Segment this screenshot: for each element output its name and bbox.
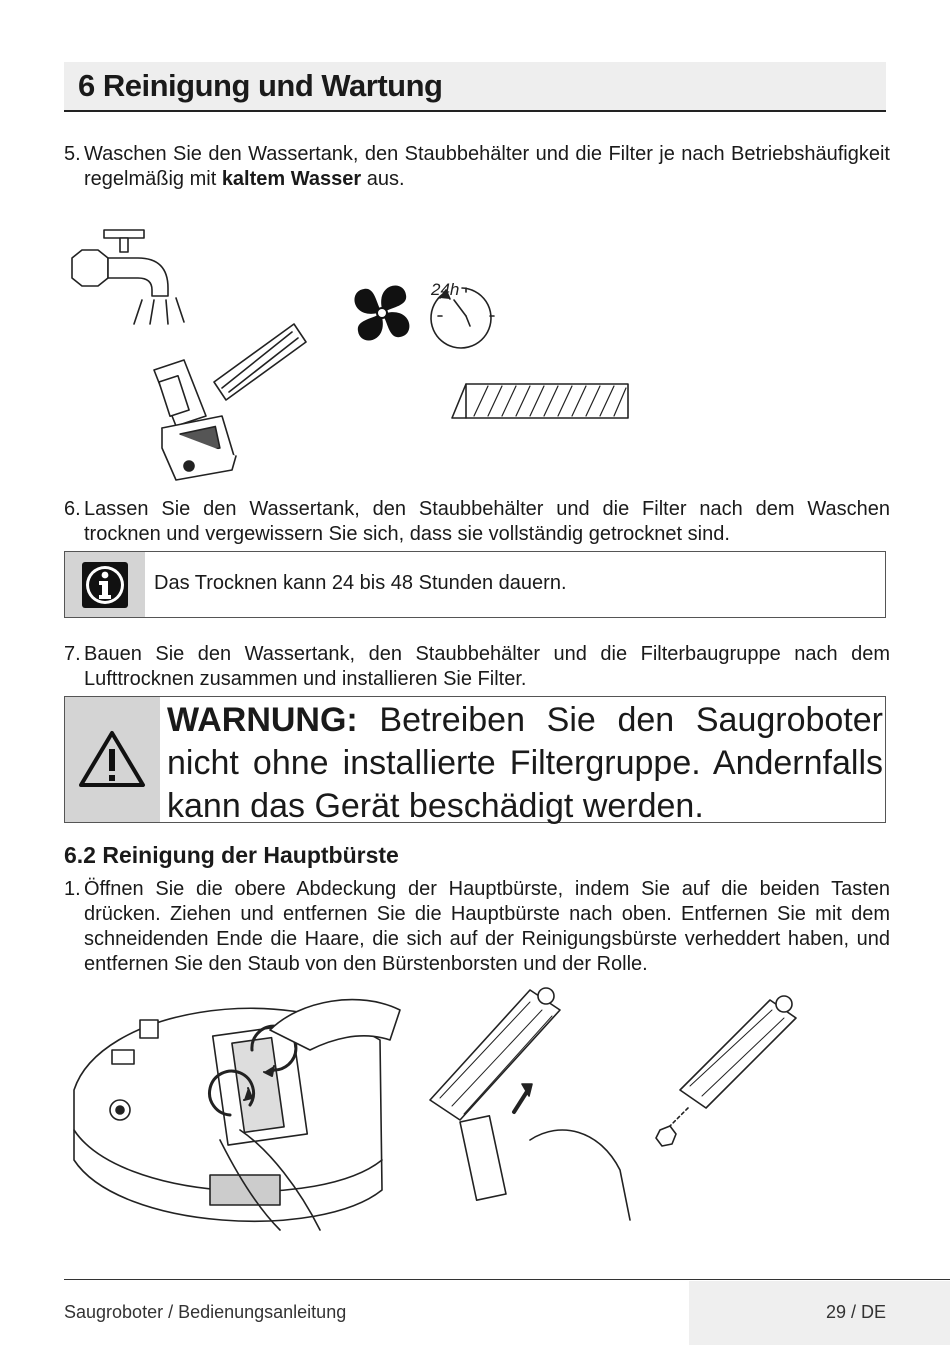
step-text: Öffnen Sie die obere Abdeckung der Hauptbürste, indem Sie auf die beiden Tasten drücken. Ziehen und entfernen Sie die Hauptbürste nach oben. Entfernen Sie mit dem schneidenden Ende die Haare, die sich auf der Reinigungsbürste verheddert haben, und entfernen Sie den Staub von den Bürstenborsten und der Rolle. xyxy=(84,878,890,975)
drying-filter-icon xyxy=(452,384,628,418)
step-bold-text: kaltem Wasser xyxy=(221,168,362,190)
washing-illustration xyxy=(64,220,644,485)
step-number: 1. xyxy=(64,878,81,900)
warning-label: WARNUNG: xyxy=(167,701,358,739)
clock-label: 24h xyxy=(431,280,460,299)
info-icon-cell xyxy=(65,552,145,617)
footer-document-title: Saugroboter / Bedienungsanleitung xyxy=(64,1302,347,1322)
step-text: Bauen Sie den Wassertank, den Staubbehälter und die Filterbaugruppe nach dem Lufttrocknen zusammen und installieren Sie Filter. xyxy=(84,643,890,690)
info-text: Das Trocknen kann 24 bis 48 Stunden dauern. xyxy=(154,572,567,594)
main-brush-icon xyxy=(430,988,630,1220)
warning-note xyxy=(64,696,886,823)
step-5 xyxy=(64,142,890,192)
page-number: 29 / DE xyxy=(825,1302,886,1322)
footer-divider xyxy=(64,1279,950,1280)
warning-triangle-icon xyxy=(77,729,147,789)
step-6 xyxy=(64,497,890,547)
section-header xyxy=(64,62,886,112)
filter-icon xyxy=(214,324,306,400)
step-number: 7. xyxy=(64,643,81,665)
brush-step-1 xyxy=(64,877,890,977)
brush-cleaning-illustration xyxy=(60,980,840,1230)
info-icon xyxy=(82,562,128,608)
step-number: 5. xyxy=(64,143,81,165)
step-7 xyxy=(64,642,890,692)
step-number: 6. xyxy=(64,498,81,520)
fan-icon xyxy=(355,286,410,341)
footer-page-box xyxy=(689,1281,950,1345)
warning-text: WARNUNG: Betreiben Sie den Saugroboter nicht ohne installierte Filtergruppe. Andernfalls kann das Gerät beschädigt werden. xyxy=(167,701,883,825)
brush-end-cap-icon xyxy=(656,996,796,1146)
subsection-title: 6.2 Reinigung der Hauptbürste xyxy=(64,842,399,868)
info-note xyxy=(64,551,886,618)
step-text: Lassen Sie den Wassertank, den Staubbehälter und die Filter nach dem Waschen trocknen und vergewissern Sie sich, dass sie vollständig getrocknet sind. xyxy=(84,498,890,545)
warning-icon-cell xyxy=(65,697,160,822)
step-text: Waschen Sie den Wassertank, den Staubbehälter und die Filter je nach Betriebshäufigkeit regelmäßig mit kaltem Wasser aus. xyxy=(84,143,890,190)
faucet-icon xyxy=(72,230,184,324)
section-title: 6 Reinigung und Wartung xyxy=(78,68,443,103)
